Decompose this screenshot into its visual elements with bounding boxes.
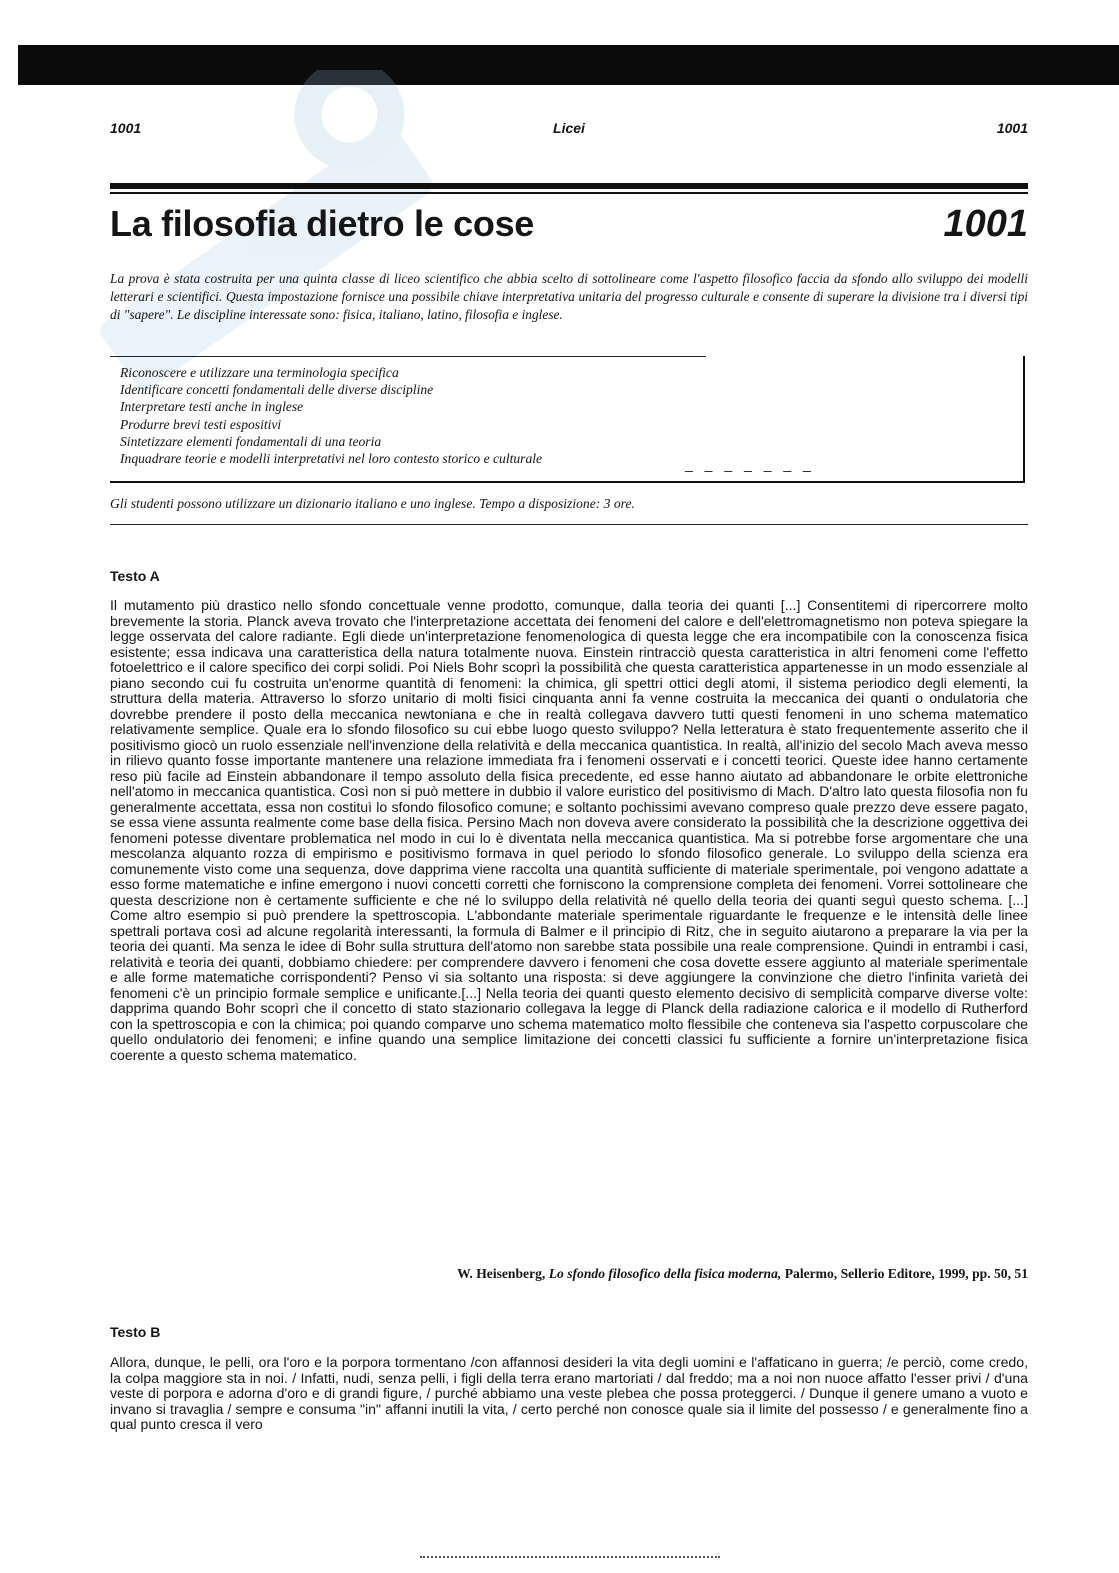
running-header bbox=[110, 120, 1028, 140]
page-title: La filosofia dietro le cose bbox=[110, 203, 535, 244]
citation-publisher: Palermo, Sellerio Editore, 1999, pp. 50, 51 bbox=[784, 1266, 1028, 1281]
note-rule bbox=[110, 524, 1028, 525]
intro-paragraph: La prova è stata costruita per una quinta classe di liceo scientifico che abbia scelto di sottolineare come l'aspetto filosofico faccia da sfondo allo sviluppo dei modelli letterari e scientifici. Questa impostazione fornisce una possibile chiave interpretativa unitaria del progresso culturale e consente di superare la divisione tra i diversi tipi di "sapere". Le discipline interessate sono: fisica, italiano, latino, filosofia e inglese. bbox=[110, 271, 1028, 322]
citation-author: W. Heisenberg, bbox=[457, 1266, 546, 1281]
header-page-number-right: 1001 bbox=[996, 120, 1028, 136]
objective-item: Identificare concetti fondamentali delle diverse discipline bbox=[120, 382, 434, 398]
header-page-number-left: 1001 bbox=[110, 120, 142, 136]
objectives-list bbox=[120, 364, 542, 467]
testo-a-citation bbox=[457, 1266, 1028, 1282]
objective-item: Riconoscere e utilizzare una terminologia specifica bbox=[120, 365, 399, 380]
testo-a-heading: Testo A bbox=[110, 568, 160, 584]
title-rule bbox=[110, 183, 1028, 189]
testo-b-body: Allora, dunque, le pelli, ora l'oro e la porpora tormentano /con affannosi desideri la vita degli uomini e l'affaticano in guerra; /e perciò, come credo, la colpa maggiore sta in noi. / Infatti, nudi, senza pelli, i figli della terra erano martoriati / dal freddo; ma a noi non nuoce affatto l'esser privi / d'una veste di porpora e adorna d'oro e di grandi figure, / purché abbiamo una veste plebea che possa proteggerci. / Dunque il genere umano a vuoto e invano si travaglia / sempre e consuma "in" affanni inutili la vita, / certo perché non conosce quale sia il limite del possesso / e generalmente fino a qual punto cresca il vero bbox=[110, 1354, 1028, 1432]
instructions-note: Gli studenti possono utilizzare un dizionario italiano e uno inglese. Tempo a disposizione: 3 ore. bbox=[110, 496, 635, 511]
footer-dotted-rule bbox=[420, 1556, 720, 1560]
testo-b-heading: Testo B bbox=[110, 1324, 161, 1340]
objectives-top-rule bbox=[110, 356, 706, 357]
objective-item: Inquadrare teorie e modelli interpretativi nel loro contesto storico e culturale bbox=[120, 451, 543, 467]
citation-title: Lo sfondo filosofico della fisica moderna, bbox=[548, 1266, 782, 1281]
objective-item: Interpretare testi anche in inglese bbox=[120, 399, 304, 415]
objective-item: Sintetizzare elementi fondamentali di una teoria bbox=[120, 433, 382, 449]
objective-item: Produrre brevi testi espositivi bbox=[120, 416, 282, 432]
title-rule-thin bbox=[110, 192, 1028, 194]
objectives-box bbox=[110, 356, 1025, 483]
testo-a-body: Il mutamento più drastico nello sfondo concettuale venne prodotto, comunque, dalla teoria dei quanti [...] Consentitemi di ripercorrere molto brevemente la storia. Planck aveva trovato che l'interpretazione accettata dei fenomeni del calore e dell'elettromagnetismo non poteva spiegare la legge osservata del calore radiante. Egli diede un'interpretazione fenomenologica di questa legge che era incompatibile con la conoscenza fisica esistente; essa indicava una caratteristica della natura totalmente nuova. Einstein rintracciò questa caratteristica in altri fenomeni come l'effetto fotoelettrico e il calore specifico dei corpi solidi. Poi Niels Bohr scoprì la possibilità che questa caratteristica appartenesse in un modo essenziale al piano secondo cui fu costruita un'enorme quantità di fenomeni: la chimica, gli spettri ottici degli atomi, il sistema periodico degli elementi, la struttura della materia. Attraverso lo sforzo unitario di molti fisici cinquanta anni fa venne costruita la meccanica dei quanti o ondulatoria che dovrebbe prendere il posto della meccanica newtoniana e che in realtà collegava davvero tutti questi fenomeni in uno schema matematico relativamente semplice. Quale era lo sfondo filosofico su cui ebbe luogo questo sviluppo? Nella letteratura è stato frequentemente asserito che il positivismo giocò un ruolo essenziale nell'invenzione della relatività e della meccanica quantistica. In realtà, all'inizio del secolo Mach aveva messo in rilievo quanto fosse importante mantenere una relazione immediata fra i fenomeni osservati e i concetti teorici. Queste idee hanno certamente reso più facile ad Einstein abbandonare il tempo assoluto della fisica precedente, ed esse hanno aiutato ad abbandonare le orbite elettroniche nell'atomo in meccanica quantistica. Così non si può mettere in dubbio il valore euristico del positivismo di Mach. D'altro lato questa filosofia non fu generalmente accettata, essa non costituì lo sfondo filosofico comune; e soltanto pochissimi avevano compreso quale prezzo deve essere pagato, se essa viene assunta realmente come base della fisica. Persino Mach non doveva avere considerato la possibilità che la descrizione oggettiva dei fenomeni potesse diventare problematica nel modo in cui lo è diventata nella meccanica quantistica. Ma si potrebbe forse argomentare che una mescolanza alquanto rozza di empirismo e positivismo formava in quel periodo lo sfondo filosofico generale. Lo sviluppo della scienza era comunemente visto come una sequenza, dove dapprima viene raccolta una quantità sufficiente di materiale sperimentale, poi vengono adattate a esso forme matematiche e infine emergono i nuovi concetti corretti che forniscono la comprensione completa dei fenomeni. Vorrei sottolineare che questa descrizione non è certamente sufficiente e che né lo sviluppo della relatività né quello della teoria dei quanti seguì questo schema. [...] Come altro esempio si può prendere la spettroscopia. L'abbondante materiale sperimentale riguardante le frequenze e le intensità delle linee spettrali portava così ad alcune regolarità interessanti, la formula di Balmer e il principio di Ritz, che in seguito aiutarono a preparare la via per la teoria dei quanti. Ma senza le idee di Bohr sulla struttura dell'atomo non sarebbe stata possibile una reale comprensione. Quindi in entrambi i casi, relatività e teoria dei quanti, dobbiamo chiedere: per comprendere davvero i fenomeni che cosa dovette essere aggiunto al materiale sperimentale e alle forme matematiche corrispondenti? Penso vi sia soltanto una risposta: si deve aggiungere la convinzione che dietro l'infinita varietà dei fenomeni c'è un principio formale semplice e unificante.[...] Nella teoria dei quanti questo elemento decisivo di semplicità comparve diverse volte: dapprima quando Bohr scoprì che il concetto di stato stazionario collegava la legge di Planck della radiazione calorica e il modello di Rutherford con la spettroscopia e con la chimica; poi quando comparve uno schema matematico molto flessibile che conteneva sia l'aspetto corpuscolare che quello ondulatorio dei fenomeni; e infine quando una semplice limitazione dei concetti classici fu sufficiente a fornire un'interpretazione fisica coerente a questo schema matematico. bbox=[110, 597, 1028, 1063]
objectives-dashes: _ _ _ _ _ _ _ bbox=[685, 456, 815, 472]
test-number: 1001 bbox=[943, 203, 1028, 245]
scan-top-bar bbox=[18, 45, 1119, 85]
header-section: Licei bbox=[553, 120, 585, 136]
